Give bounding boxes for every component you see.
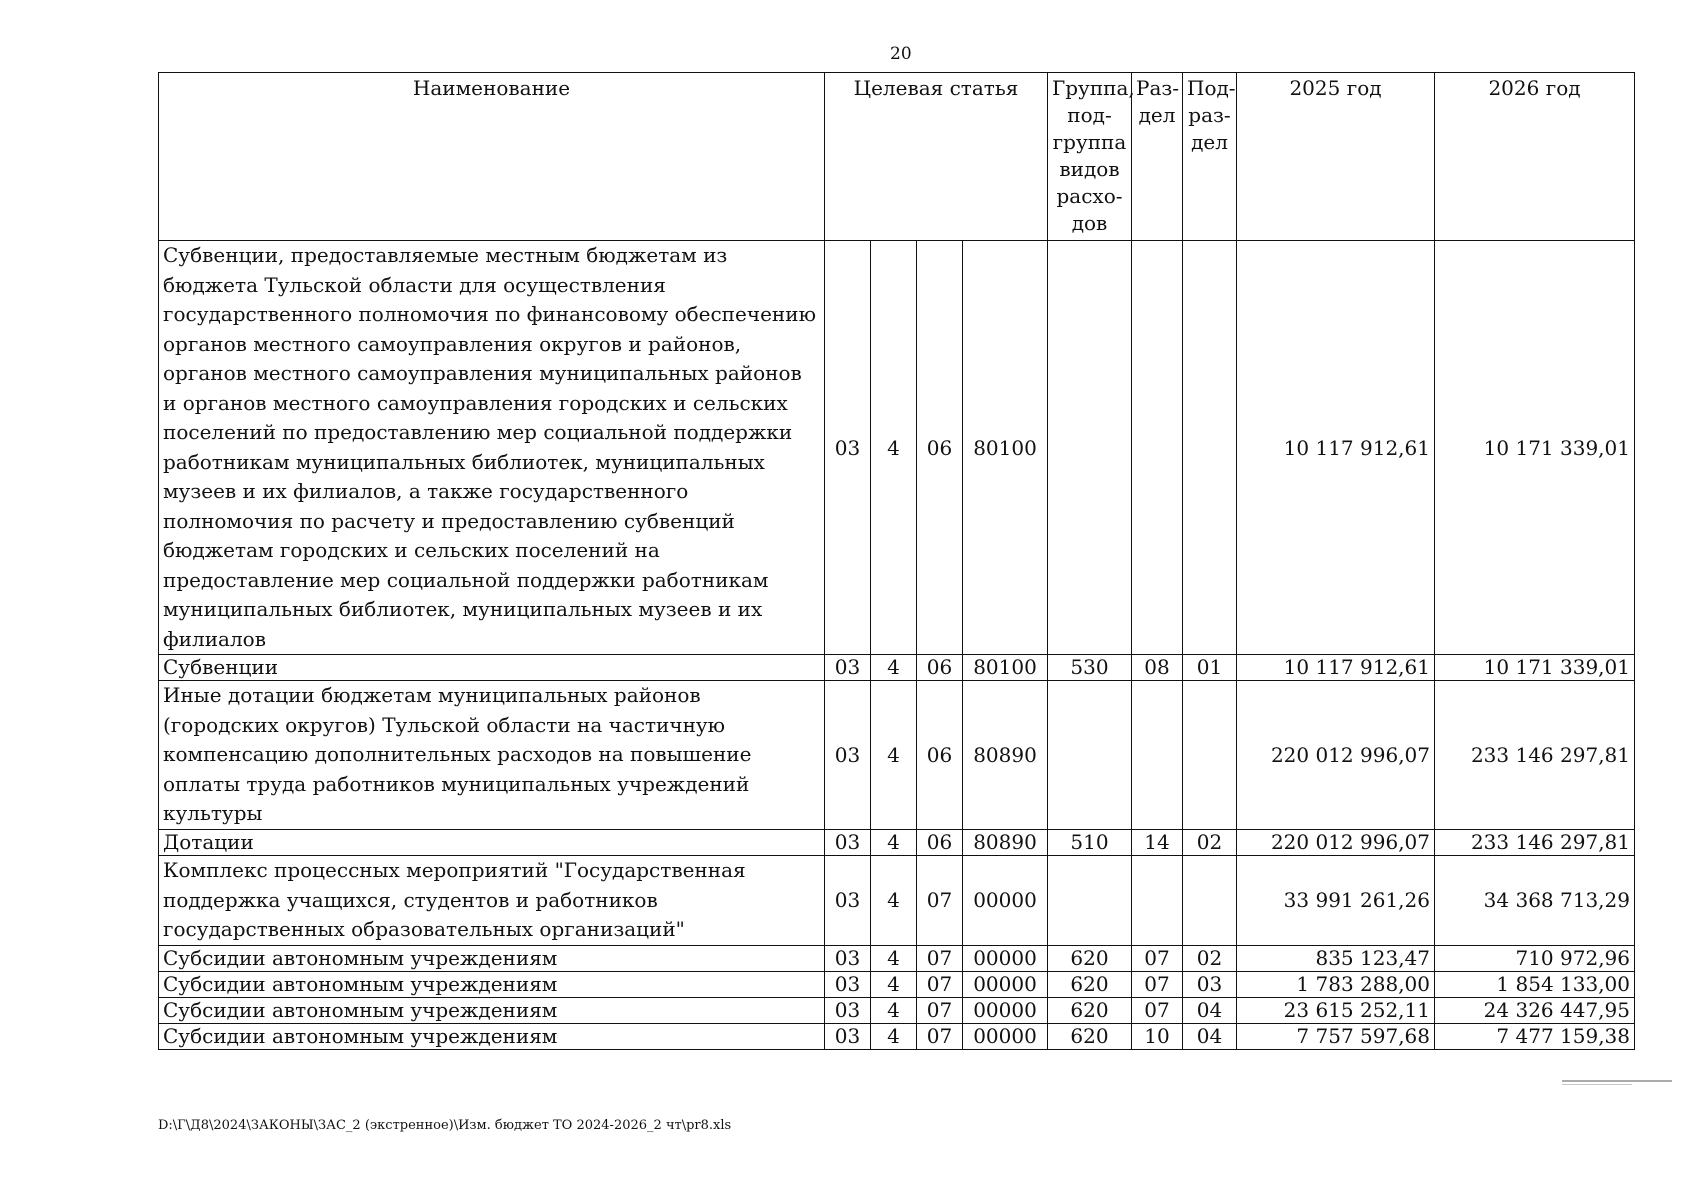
header-name: Наименование bbox=[159, 73, 825, 241]
row-ts1: 03 bbox=[825, 655, 871, 681]
row-amount-2025: 33 991 261,26 bbox=[1237, 856, 1435, 946]
row-ts4: 00000 bbox=[963, 945, 1048, 971]
table-row bbox=[159, 971, 1635, 997]
header-group: Группа, под- группа видов расхо- дов bbox=[1048, 73, 1132, 241]
row-ts2: 4 bbox=[871, 681, 917, 830]
row-amount-2025: 10 117 912,61 bbox=[1237, 241, 1435, 655]
row-name: Комплекс процессных мероприятий "Государственная поддержка учащихся, студентов и работников государственных образовательных организаций" bbox=[159, 856, 825, 946]
row-section bbox=[1132, 241, 1183, 655]
row-amount-2026: 34 368 713,29 bbox=[1435, 856, 1635, 946]
row-section: 08 bbox=[1132, 655, 1183, 681]
row-subsection: 01 bbox=[1183, 655, 1237, 681]
row-amount-2025: 10 117 912,61 bbox=[1237, 655, 1435, 681]
row-subsection bbox=[1183, 241, 1237, 655]
row-ts3: 07 bbox=[917, 997, 963, 1023]
row-amount-2025: 220 012 996,07 bbox=[1237, 681, 1435, 830]
row-section: 10 bbox=[1132, 1023, 1183, 1049]
row-name: Субсидии автономным учреждениям bbox=[159, 971, 825, 997]
row-ts4: 80890 bbox=[963, 830, 1048, 856]
row-amount-2026: 710 972,96 bbox=[1435, 945, 1635, 971]
table-row bbox=[159, 830, 1635, 856]
table-row bbox=[159, 997, 1635, 1023]
row-ts4: 80100 bbox=[963, 241, 1048, 655]
row-subsection: 02 bbox=[1183, 830, 1237, 856]
row-section: 07 bbox=[1132, 971, 1183, 997]
row-ts3: 07 bbox=[917, 945, 963, 971]
row-name: Субсидии автономным учреждениям bbox=[159, 997, 825, 1023]
header-subsection: Под- раз- дел bbox=[1183, 73, 1237, 241]
row-ts4: 00000 bbox=[963, 856, 1048, 946]
row-ts3: 07 bbox=[917, 1023, 963, 1049]
table-row bbox=[159, 856, 1635, 946]
header-year-2026: 2026 год bbox=[1435, 73, 1635, 241]
row-section: 07 bbox=[1132, 997, 1183, 1023]
scan-smudge bbox=[1562, 1084, 1632, 1085]
row-section bbox=[1132, 856, 1183, 946]
row-name: Дотации bbox=[159, 830, 825, 856]
row-amount-2026: 1 854 133,00 bbox=[1435, 971, 1635, 997]
row-ts1: 03 bbox=[825, 830, 871, 856]
row-group: 620 bbox=[1048, 971, 1132, 997]
row-ts4: 00000 bbox=[963, 997, 1048, 1023]
row-amount-2026: 10 171 339,01 bbox=[1435, 241, 1635, 655]
row-amount-2026: 7 477 159,38 bbox=[1435, 1023, 1635, 1049]
page-number: 20 bbox=[890, 44, 912, 64]
row-ts1: 03 bbox=[825, 997, 871, 1023]
row-group bbox=[1048, 681, 1132, 830]
row-group: 620 bbox=[1048, 997, 1132, 1023]
header-target-article: Целевая статья bbox=[825, 73, 1048, 241]
row-amount-2026: 233 146 297,81 bbox=[1435, 681, 1635, 830]
table-row bbox=[159, 945, 1635, 971]
row-ts3: 06 bbox=[917, 655, 963, 681]
row-amount-2025: 7 757 597,68 bbox=[1237, 1023, 1435, 1049]
row-ts3: 06 bbox=[917, 830, 963, 856]
header-section: Раз- дел bbox=[1132, 73, 1183, 241]
row-ts3: 06 bbox=[917, 241, 963, 655]
table-row bbox=[159, 1023, 1635, 1049]
row-ts3: 06 bbox=[917, 681, 963, 830]
table-row bbox=[159, 681, 1635, 830]
row-ts1: 03 bbox=[825, 945, 871, 971]
row-amount-2026: 24 326 447,95 bbox=[1435, 997, 1635, 1023]
row-name: Субвенции, предоставляемые местным бюджетам из бюджета Тульской области для осуществления государственного полномочия по финансовому обеспечению органов местного самоуправления округов и районов, органов местного самоуправления муниципальных районов и органов местного самоуправления городских и сельских поселений по предоставлению мер социальной поддержки работникам муниципальных библиотек, муниципальных музеев и их филиалов, а также государственного полномочия по расчету и предоставлению субвенций бюджетам городских и сельских поселений на предоставление мер социальной поддержки работникам муниципальных библиотек, муниципальных музеев и их филиалов bbox=[159, 241, 825, 655]
row-amount-2026: 233 146 297,81 bbox=[1435, 830, 1635, 856]
row-amount-2025: 220 012 996,07 bbox=[1237, 830, 1435, 856]
row-ts3: 07 bbox=[917, 971, 963, 997]
row-name: Субвенции bbox=[159, 655, 825, 681]
header-year-2025: 2025 год bbox=[1237, 73, 1435, 241]
table-row bbox=[159, 655, 1635, 681]
row-group bbox=[1048, 856, 1132, 946]
table-row bbox=[159, 241, 1635, 655]
row-ts1: 03 bbox=[825, 681, 871, 830]
table-header-row bbox=[159, 73, 1635, 241]
row-subsection bbox=[1183, 856, 1237, 946]
row-ts4: 80100 bbox=[963, 655, 1048, 681]
file-path-footer: D:\Г\Д8\2024\ЗАКОНЫ\ЗАС_2 (экстренное)\Изм. бюджет ТО 2024-2026_2 чт\pr8.xls bbox=[158, 1118, 732, 1133]
row-ts1: 03 bbox=[825, 856, 871, 946]
row-section: 07 bbox=[1132, 945, 1183, 971]
row-section bbox=[1132, 681, 1183, 830]
row-ts2: 4 bbox=[871, 945, 917, 971]
row-subsection: 04 bbox=[1183, 997, 1237, 1023]
row-amount-2025: 23 615 252,11 bbox=[1237, 997, 1435, 1023]
row-ts4: 00000 bbox=[963, 1023, 1048, 1049]
row-name: Субсидии автономным учреждениям bbox=[159, 1023, 825, 1049]
row-amount-2025: 1 783 288,00 bbox=[1237, 971, 1435, 997]
row-ts2: 4 bbox=[871, 997, 917, 1023]
row-amount-2026: 10 171 339,01 bbox=[1435, 655, 1635, 681]
row-ts1: 03 bbox=[825, 971, 871, 997]
row-subsection bbox=[1183, 681, 1237, 830]
row-ts2: 4 bbox=[871, 971, 917, 997]
row-subsection: 03 bbox=[1183, 971, 1237, 997]
row-ts1: 03 bbox=[825, 1023, 871, 1049]
row-ts2: 4 bbox=[871, 655, 917, 681]
row-ts4: 80890 bbox=[963, 681, 1048, 830]
row-name: Иные дотации бюджетам муниципальных районов (городских округов) Тульской области на частичную компенсацию дополнительных расходов на повышение оплаты труда работников муниципальных учреждений культуры bbox=[159, 681, 825, 830]
budget-table bbox=[158, 72, 1635, 1050]
row-subsection: 04 bbox=[1183, 1023, 1237, 1049]
row-ts2: 4 bbox=[871, 1023, 917, 1049]
row-ts2: 4 bbox=[871, 830, 917, 856]
row-ts2: 4 bbox=[871, 241, 917, 655]
row-group: 620 bbox=[1048, 945, 1132, 971]
row-section: 14 bbox=[1132, 830, 1183, 856]
scan-smudge bbox=[1562, 1080, 1672, 1082]
row-ts1: 03 bbox=[825, 241, 871, 655]
row-ts4: 00000 bbox=[963, 971, 1048, 997]
row-subsection: 02 bbox=[1183, 945, 1237, 971]
row-group: 620 bbox=[1048, 1023, 1132, 1049]
row-group: 510 bbox=[1048, 830, 1132, 856]
row-amount-2025: 835 123,47 bbox=[1237, 945, 1435, 971]
row-ts2: 4 bbox=[871, 856, 917, 946]
row-group: 530 bbox=[1048, 655, 1132, 681]
row-ts3: 07 bbox=[917, 856, 963, 946]
row-name: Субсидии автономным учреждениям bbox=[159, 945, 825, 971]
row-group bbox=[1048, 241, 1132, 655]
